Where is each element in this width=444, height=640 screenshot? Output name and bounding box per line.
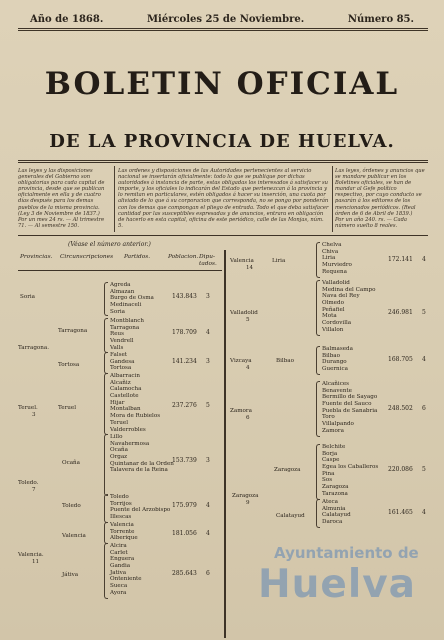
brace: [316, 346, 320, 375]
partido-name: Gandesa: [110, 358, 135, 365]
deputies-soria: 3: [206, 293, 210, 300]
partido-name: Albarracin: [110, 373, 140, 379]
population-vizcaya: 168.705: [388, 356, 413, 363]
partidos-liria: [322, 242, 352, 275]
province-count: 7: [32, 487, 36, 493]
partidos-zamora: [322, 381, 377, 435]
deputies-tortosa: 3: [206, 358, 210, 365]
circ-valencia: Valencia: [62, 533, 86, 539]
circ-jativa: Játiva: [62, 572, 79, 578]
intro-right-notice: [335, 168, 426, 229]
circ-zaragoza: Zaragoza: [274, 467, 301, 473]
partido-name: Carlet: [110, 549, 128, 556]
partido-name: Falset: [110, 352, 128, 358]
partido-name: Egea los Caballeros: [322, 464, 379, 471]
partido-name: Jativa: [110, 569, 127, 576]
intro-left-notice: [18, 168, 112, 229]
partidos-vizcaya: [322, 346, 353, 373]
partido-name: Torrente: [110, 528, 135, 535]
population-ocana: 153.739: [172, 457, 197, 464]
province-zaragoza: Zaragoza: [232, 493, 259, 499]
partido-name: Almunia: [322, 505, 346, 512]
circ-tortosa: Tortosa: [58, 362, 80, 368]
masthead-line: [30, 12, 414, 26]
partido-name: Toledo: [110, 494, 129, 500]
partido-name: Pina: [322, 470, 335, 477]
deputies-vizcaya: 4: [422, 356, 426, 363]
brace: [316, 242, 320, 278]
partido-name: Torrijos: [110, 500, 132, 507]
brace: [104, 434, 108, 496]
partido-name: Calamocha: [110, 386, 142, 393]
province-teruel: Teruel.: [18, 405, 38, 411]
title-rule: [18, 160, 428, 161]
deputies-valencia: 4: [206, 530, 210, 537]
deputies-zamora: 6: [422, 405, 426, 412]
population-soria: 143.843: [172, 293, 197, 300]
brace: [316, 499, 320, 528]
top-rule: [18, 28, 428, 29]
province-toledo: Toledo.: [18, 480, 39, 486]
brace: [104, 282, 108, 316]
header-circunscripciones: Circunscripciones: [60, 254, 114, 260]
partidos-toledo: [110, 494, 170, 521]
partido-name: Tarragona: [110, 324, 140, 331]
header-partidos: Partidos.: [124, 254, 151, 260]
partido-name: Lillo: [110, 434, 123, 440]
partido-name: Valls: [110, 344, 124, 351]
partido-name: Liria: [322, 255, 336, 262]
partido-name: Quintanar de la Orden: [110, 460, 174, 467]
partido-name: Alcañiz: [110, 379, 131, 386]
province-count: 4: [246, 365, 250, 371]
province-count: 3: [32, 412, 36, 418]
header-diputados: Dipu- tados.: [199, 254, 217, 267]
partido-name: Medinaceli: [110, 302, 142, 309]
population-calatayud: 161.465: [388, 509, 413, 516]
province-valladolid: Valladolid: [230, 310, 258, 316]
intro-right-price: Por un año 240. rs. — Cada número suelto 8 reales.: [335, 216, 408, 229]
province-soria: Soria: [20, 294, 35, 300]
partido-name: Toro: [322, 414, 335, 421]
population-zaragoza: 220.086: [388, 466, 413, 473]
partido-name: Onteniente: [110, 576, 142, 583]
year-label: Año de 1868.: [30, 13, 104, 25]
circ-tarragona: Tarragona: [58, 328, 88, 334]
partido-name: Balmaseda: [322, 346, 353, 352]
population-liria: 172.141: [388, 256, 413, 263]
population-zamora: 248.502: [388, 405, 413, 412]
partido-name: Medina del Campo: [322, 286, 376, 293]
deputies-toledo: 4: [206, 502, 210, 509]
partido-name: Zamora: [322, 427, 344, 434]
intro-separator: [332, 166, 333, 232]
partido-name: Burgo de Osma: [110, 295, 154, 302]
top-rule-2: [18, 30, 428, 31]
title-rule-2: [18, 162, 428, 163]
partidos-ocana: [110, 434, 174, 474]
partido-name: Hijar: [110, 399, 125, 406]
deputies-liria: 4: [422, 256, 426, 263]
partidos-jativa: [110, 543, 142, 597]
intro-separator: [114, 166, 115, 232]
partido-name: Puente del Arzobispo: [110, 507, 171, 514]
population-teruel: 237.276: [172, 402, 197, 409]
partido-name: Durango: [322, 359, 347, 366]
partido-name: Zaragoza: [322, 484, 349, 491]
circ-teruel: Teruel: [58, 405, 76, 411]
header-provincias: Provincias.: [20, 254, 53, 260]
partido-name: Villalpando: [322, 421, 354, 428]
partido-name: Ateca: [322, 499, 338, 505]
province-zamora: Zamora: [230, 408, 252, 414]
province-count: 14: [246, 265, 254, 271]
continuation-note: (Véase el número anterior.): [68, 241, 151, 248]
partidos-calatayud: [322, 499, 351, 526]
partidos-valladolid: [322, 280, 375, 334]
partido-name: Ayora: [110, 589, 127, 596]
deputies-calatayud: 4: [422, 509, 426, 516]
partido-name: Gandia: [110, 563, 131, 570]
partido-name: Puebla de Sanabria: [322, 407, 378, 414]
partido-name: Fuente del Sauco: [322, 401, 372, 408]
partido-name: Mora de Rubielos: [110, 413, 161, 420]
partido-name: Chiva: [322, 248, 339, 255]
partido-name: Orgaz: [110, 454, 128, 461]
intro-middle-notice: Las ordenes y disposiciones de las Autoridades pertenecientes al servicio nacional se insertarán oficialmente: todo lo que se publique por dichas autoridades á instancia de parte, estas obligadas los interesados á satisfacer su importe, y los oficiales lo indicarán del Estado que pertenezcan á la provincia y lo remitan en particulares, estén obligados á hacer su inserción, una cuota por aliviado de lo que á su corporacion que corresponda, no se pongo por ponderán con los demas que compongan el pliego de entrada. Todo el que deba satisfacer cantidad por las susceptibles espresadas y de anuncios, entrara en obligación de hacerlo en esta capital, oficina de este periódico, calle de las Monjas, núm. 5.: [118, 168, 329, 229]
partido-name: Borja: [322, 450, 338, 457]
deputies-zaragoza: 5: [422, 466, 426, 473]
partido-name: Bilbao: [322, 352, 340, 359]
partido-name: Murviedro: [322, 262, 352, 269]
partido-name: Sos: [322, 477, 333, 484]
partido-name: Ocaña: [110, 447, 128, 454]
province-count: 11: [32, 559, 40, 565]
partido-name: Alberique: [110, 535, 138, 542]
partido-name: Alcañices: [322, 381, 350, 387]
partido-name: Talavera de la Reina: [110, 467, 168, 474]
brace: [104, 543, 108, 599]
partidos-soria: [110, 282, 154, 315]
brace: [104, 318, 108, 353]
date-label: Miércoles 25 de Noviembre.: [146, 13, 305, 25]
deputies-teruel: 5: [206, 402, 210, 409]
partidos-valencia: [110, 522, 138, 542]
partido-name: Soria: [110, 308, 125, 315]
province-valencia: Valencia.: [18, 552, 44, 558]
partido-name: Agreda: [110, 282, 131, 288]
watermark-line2: Huelva: [258, 562, 416, 607]
partido-name: Vendrell: [110, 338, 134, 345]
intro-right-text: Las leyes, órdenes y anuncios que se mandare publicar en los Boletines oficiales, se han de mandar al Gefe político respectivo, por cuyo conducto se pasarán á los editores de los mencionados periódicos. (Real órden de 6 de Abril de 1839.): [335, 168, 425, 217]
partidos-zaragoza: [322, 444, 378, 498]
page-subtitle: DE LA PROVINCIA DE HUELVA.: [49, 131, 395, 152]
circ-bilbao: Bilbao: [276, 358, 294, 364]
circ-toledo: Toledo: [62, 503, 81, 509]
partido-name: Castellote: [110, 393, 139, 400]
issue-number: Número 85.: [347, 13, 414, 25]
partido-name: Olmedo: [322, 300, 344, 307]
partido-name: Caspe: [322, 457, 340, 464]
population-jativa: 285.643: [172, 570, 197, 577]
partido-name: Mota: [322, 313, 337, 320]
circ-calatayud: Calatayud: [276, 513, 305, 519]
province-valencia-right: Valencia: [230, 258, 254, 264]
province-count: 5: [246, 317, 250, 323]
deputies-ocana: 3: [206, 457, 210, 464]
circ-ocana: Ocaña: [62, 460, 80, 466]
partido-name: Valencia: [110, 522, 134, 528]
partido-name: Alcira: [110, 543, 127, 549]
header-rule: [18, 270, 222, 271]
header-poblacion: Poblacion.: [168, 254, 199, 260]
brace: [316, 444, 320, 500]
partido-name: Montblanch: [110, 318, 144, 324]
partido-name: Cordovilla: [322, 320, 352, 327]
partido-name: Enguera: [110, 556, 135, 563]
intro-rule: [18, 235, 428, 236]
partido-name: Almazan: [110, 288, 135, 295]
partido-name: Requena: [322, 268, 347, 275]
partido-name: Bermillo de Sayago: [322, 394, 378, 401]
province-vizcaya: Vizcaya: [230, 358, 252, 364]
intro-left-price: Por un mes 24 rs. — Al trimestre 71. — Al semestre 150.: [18, 216, 105, 229]
brace: [316, 381, 320, 437]
partidos-tarragona: [110, 318, 144, 351]
partido-name: Montalban: [110, 406, 141, 413]
intro-left-text: Las leyes y las disposiciones generales del Gobierno son obligatorias para cada capital de provincia, desde que se publican oficialmente en ella y de cuatro días después para los demas pueblos de la misma provincia. (Ley 3 de Noviembre de 1837.): [18, 168, 105, 217]
partido-name: Peñafiel: [322, 306, 345, 313]
population-valencia: 181.056: [172, 530, 197, 537]
population-valladolid: 246.981: [388, 309, 413, 316]
brace: [104, 352, 108, 374]
partido-name: Tarazona: [322, 490, 348, 497]
partido-name: Benavente: [322, 387, 352, 394]
population-tortosa: 141.234: [172, 358, 197, 365]
partido-name: Guernica: [322, 366, 348, 373]
partido-name: Valladolid: [322, 280, 350, 286]
column-divider: [224, 250, 226, 638]
partido-name: Villalon: [322, 326, 344, 333]
partido-name: Sueca: [110, 583, 128, 590]
brace: [104, 494, 108, 523]
partido-name: Teruel: [110, 419, 128, 426]
partido-name: Belchite: [322, 444, 346, 450]
brace: [104, 522, 108, 544]
partido-name: Navahermosa: [110, 440, 150, 447]
population-toledo: 175.979: [172, 502, 197, 509]
partido-name: Chelva: [322, 242, 342, 248]
province-count: 9: [246, 500, 250, 506]
circ-liria: Liria: [272, 258, 286, 264]
partido-name: Reus: [110, 331, 124, 338]
partidos-tortosa: [110, 352, 135, 372]
brace: [316, 280, 320, 336]
partido-name: Nava del Rey: [322, 293, 360, 300]
province-count: 6: [246, 415, 250, 421]
deputies-jativa: 6: [206, 570, 210, 577]
deputies-tarragona: 4: [206, 329, 210, 336]
partido-name: Illescas: [110, 514, 132, 521]
partidos-teruel: [110, 373, 160, 433]
partido-name: Valderrobles: [110, 426, 146, 433]
partido-name: Tortosa: [110, 365, 132, 372]
brace: [104, 373, 108, 435]
archive-watermark: [256, 544, 442, 618]
page-title: BOLETIN OFICIAL: [44, 66, 400, 102]
partido-name: Calatayud: [322, 512, 351, 519]
watermark-line1: Ayuntamiento de: [274, 544, 419, 562]
deputies-valladolid: 5: [422, 309, 426, 316]
partido-name: Daroca: [322, 519, 343, 526]
population-tarragona: 178.709: [172, 329, 197, 336]
province-tarragona: Tarragona.: [18, 345, 49, 351]
